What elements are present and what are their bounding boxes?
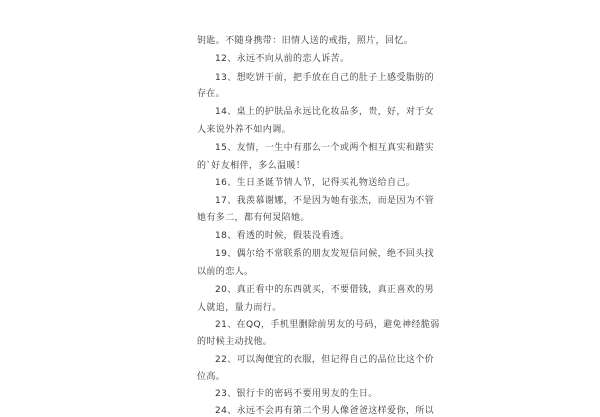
text-line: 13、想吃饼干前，把手放在自己的肚子上感受脂肪的 [215,73,435,83]
text-line: 19、偶尔给不常联系的朋友发短信问候，绝不回头找 [215,249,435,259]
text-line: 12、永远不向从前的恋人诉苦。 [215,54,350,64]
text-line: 她有多二，都有何炅陪她。 [197,213,310,223]
text-line: 22、可以淘便宜的衣服，但记得自己的品位比这个价 [215,355,435,365]
text-line: 16、生日圣诞节情人节，记得买礼物送给自己。 [215,178,416,188]
text-line: 的时候主动找他。 [197,337,273,347]
text-line: 人来说外养不如内调。 [197,125,292,135]
text-line: 20、真正看中的东西就买，不要借钱，真正喜欢的男 [215,285,435,295]
text-line: 21、在QQ，手机里删除前男友的号码，避免神经脆弱 [215,320,440,330]
text-line: 以前的恋人。 [197,267,254,277]
text-line: 17、我羡慕谢娜，不是因为她有张杰，而是因为不管 [215,196,435,206]
text-line: 人就追，量力而行。 [197,303,282,313]
text-line: 14、桌上的护肤品永远比化妆品多，贵，好，对于女 [215,107,435,117]
text-line: 的`好友相伴，多么温暖！ [197,161,306,171]
text-line: 存在。 [197,89,226,99]
text-line: 24、永远不会再有第二个男人像爸爸这样爱你，所以 [215,406,435,416]
text-line: 15、友情，一生中有那么一个或两个相互真实和踏实 [215,143,435,153]
text-line: 位高。 [197,372,226,382]
text-line: 18、看透的时候，假装没看透。 [215,231,350,241]
text-line: 23、银行卡的密码不要用男友的生日。 [215,389,378,399]
text-line: 钥匙。不随身携带：旧情人送的戒指，照片，回忆。 [197,36,414,46]
